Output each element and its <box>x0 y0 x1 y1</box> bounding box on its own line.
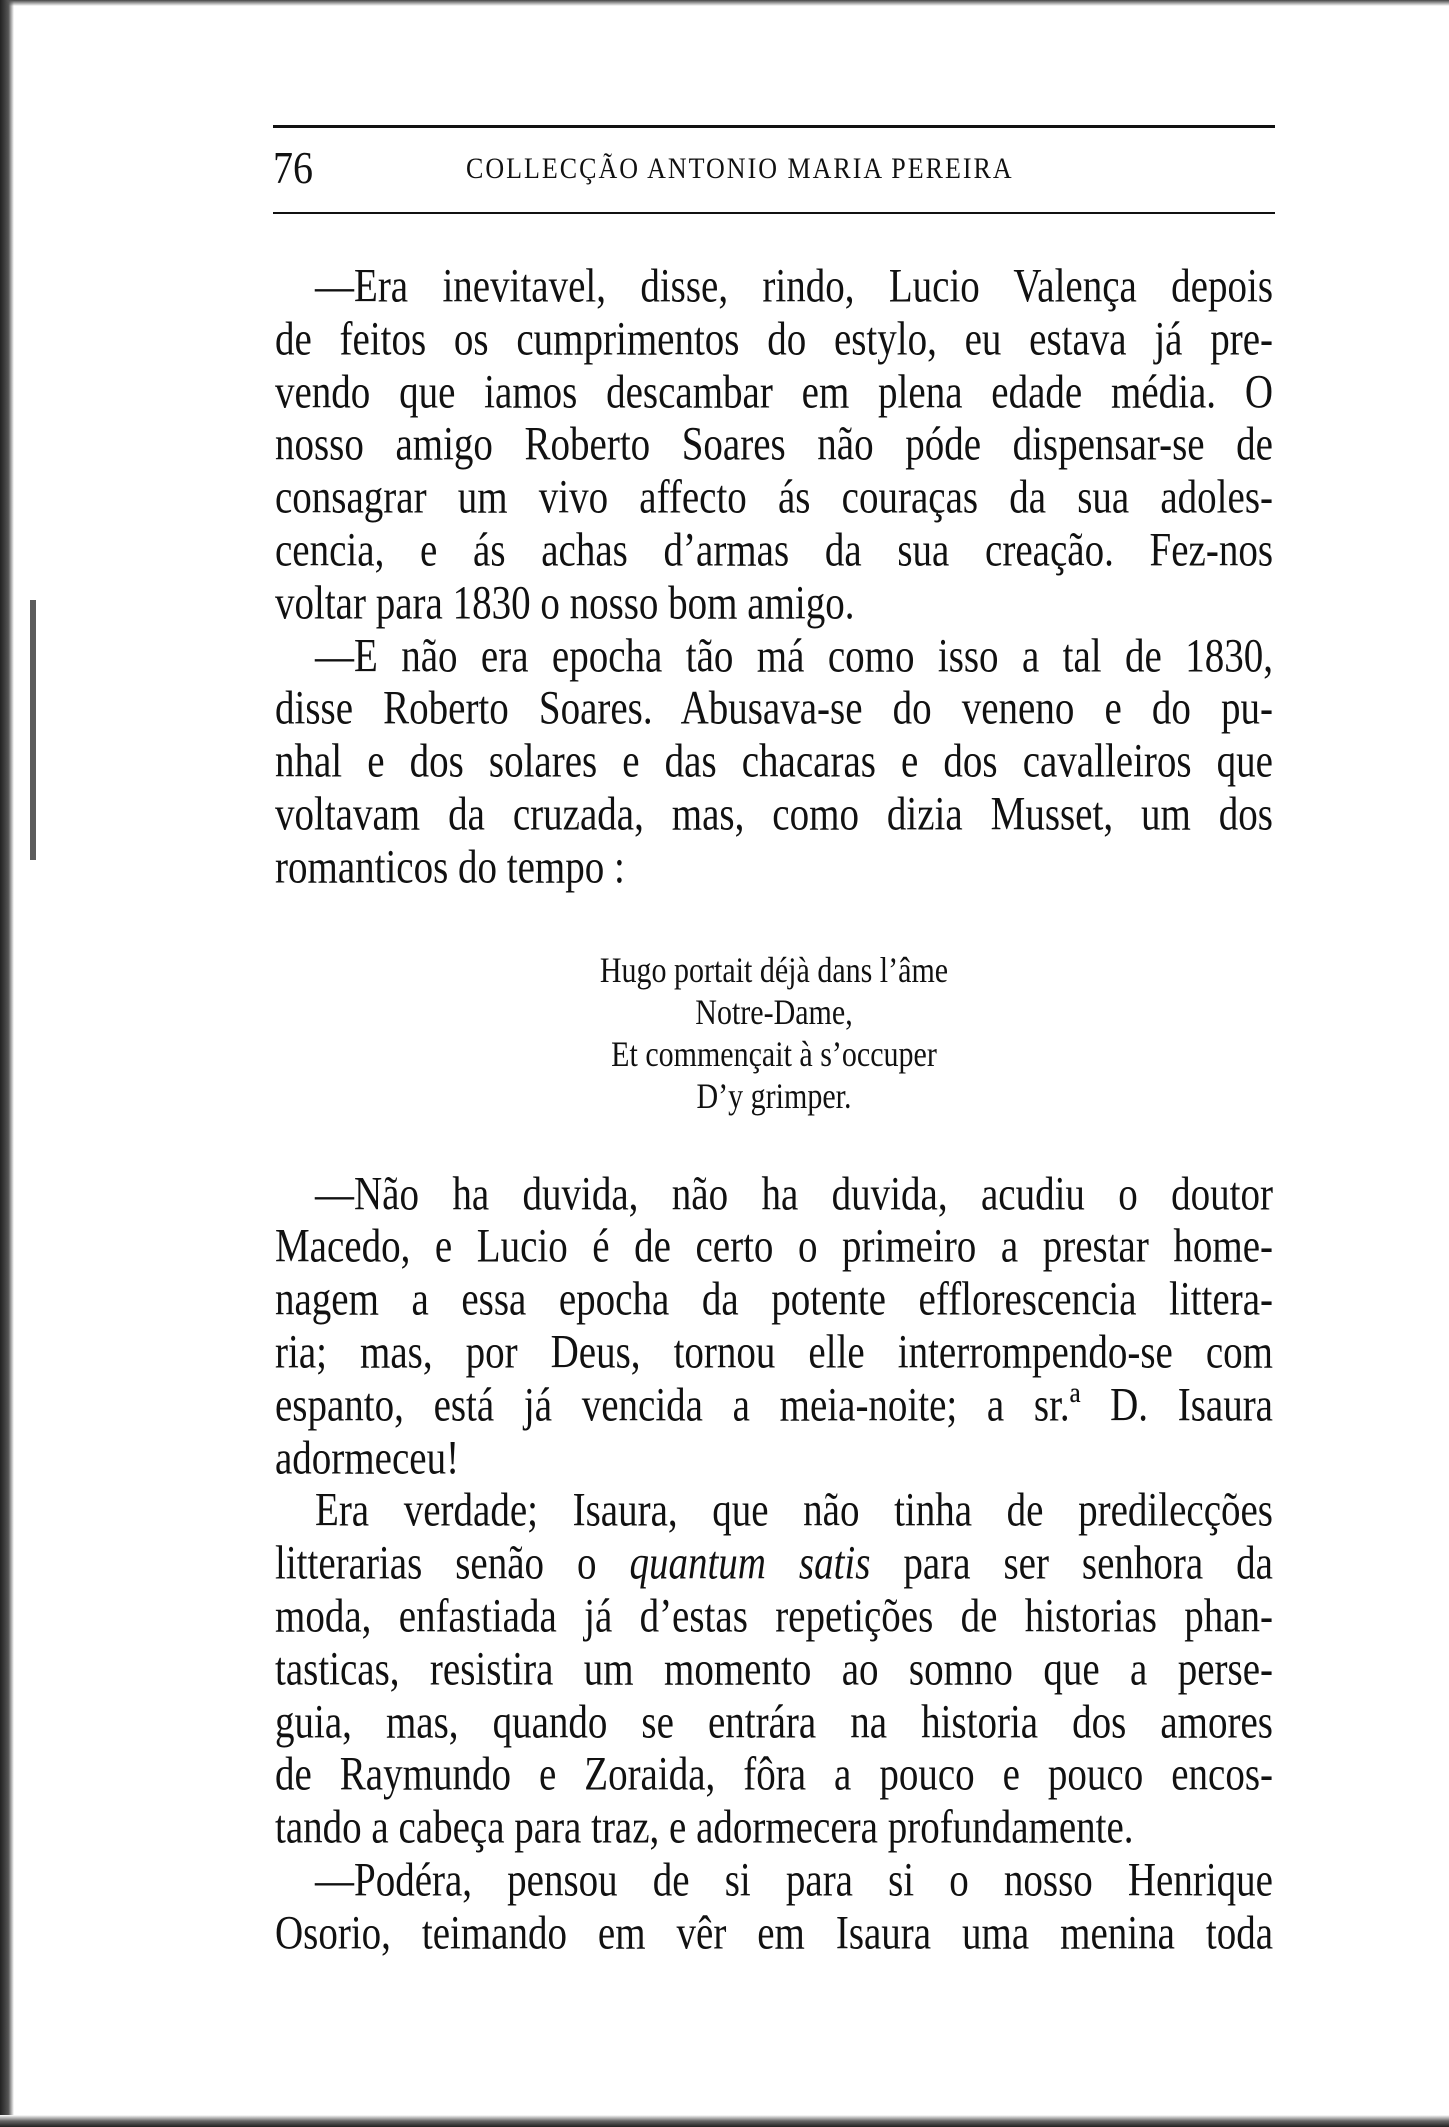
text-line-content: —Era inevitavel, disse, rindo, Lucio Valença depois <box>315 260 1273 313</box>
text-line <box>275 314 1273 367</box>
text-line-content: nagem a essa epocha da potente efflorescencia littera- <box>275 1273 1273 1326</box>
paragraph <box>275 1485 1273 1855</box>
text-line-content: de Raymundo e Zoraida, fôra a pouco e pouco encos- <box>275 1748 1273 1801</box>
text-line-content: tando a cabeça para traz, e adormecera profundamente. <box>275 1801 1134 1854</box>
text-line-content: disse Roberto Soares. Abusava-se do veneno e do pu- <box>275 682 1273 735</box>
text-line-content: nosso amigo Roberto Soares não póde dispensar-se de <box>275 418 1273 471</box>
paragraph <box>275 261 1273 631</box>
text-line <box>275 1380 1273 1433</box>
scan-mark-left <box>30 600 36 860</box>
text-line <box>275 1697 1273 1750</box>
verse-line-text: Et commençait à s’occuper <box>611 1034 937 1074</box>
scan-edge-bottom <box>0 2115 1449 2127</box>
verse-line <box>275 992 1273 1034</box>
italic-phrase: quantum satis <box>629 1537 871 1590</box>
text-segment: litterarias senão o <box>275 1537 630 1590</box>
text-line <box>275 367 1273 420</box>
text-line <box>275 736 1273 789</box>
text-line-content: vendo que iamos descambar em plena edade média. O <box>275 365 1273 419</box>
text-line-content: Macedo, e Lucio é de certo o primeiro a prestar home- <box>275 1220 1273 1273</box>
text-line <box>275 789 1273 842</box>
verse-quote <box>275 950 1273 1118</box>
text-line-content: nhal e dos solares e das chacaras e dos cavalleiros que <box>275 735 1273 788</box>
text-line-content: moda, enfastiada já d’estas repetições de historias phan- <box>275 1590 1273 1643</box>
text-line <box>275 1274 1273 1327</box>
text-line <box>275 1327 1273 1380</box>
scan-edge-left <box>0 0 14 2127</box>
text-line <box>275 631 1273 684</box>
text-line-content: de feitos os cumprimentos do estylo, eu estava já pre- <box>275 312 1273 366</box>
text-line-content: —Podéra, pensou de si para si o nosso Henrique <box>315 1853 1273 1907</box>
paragraph <box>275 1169 1273 1486</box>
verse-line <box>275 1034 1273 1076</box>
text-line <box>275 1485 1273 1538</box>
text-line-content: tasticas, resistira um momento ao somno que a perse- <box>275 1642 1273 1696</box>
text-line-content: ria; mas, por Deus, tornou elle interrompendo-se com <box>275 1326 1273 1379</box>
text-line-content: —Não ha duvida, não ha duvida, acudiu o doutor <box>315 1167 1273 1221</box>
header-rule-top <box>273 125 1275 128</box>
text-line <box>275 525 1273 578</box>
text-line-content: espanto, está já vencida a meia-noite; a sr.ª D. Isaura <box>275 1378 1273 1432</box>
text-line <box>275 1433 1273 1486</box>
header-rule-bottom <box>273 212 1275 214</box>
text-line <box>275 1802 1273 1855</box>
text-line <box>275 1591 1273 1644</box>
paragraph <box>275 631 1273 895</box>
text-line-content: consagrar um vivo affecto ás couraças da sua adoles- <box>275 471 1273 524</box>
text-line <box>275 1749 1273 1802</box>
page-body <box>275 261 1273 1961</box>
text-line <box>275 683 1273 736</box>
text-line-content: adormeceu! <box>275 1431 460 1485</box>
text-line-content: voltavam da cruzada, mas, como dizia Musset, um dos <box>275 788 1273 841</box>
text-line-content: Era verdade; Isaura, que não tinha de predilecções <box>315 1484 1273 1537</box>
text-line <box>275 261 1273 314</box>
text-line <box>275 1538 1273 1591</box>
text-line-content: guia, mas, quando se entrára na historia dos amores <box>275 1695 1273 1749</box>
text-line <box>275 1855 1273 1908</box>
paragraph <box>275 1855 1273 1961</box>
scan-edge-top <box>0 0 1449 6</box>
text-line-content: cencia, e ás achas d’armas da sua creação. Fez-nos <box>275 524 1273 577</box>
text-line <box>275 1644 1273 1697</box>
text-line <box>275 419 1273 472</box>
text-line-content: romanticos do tempo : <box>275 840 625 894</box>
page-number: 76 <box>273 141 313 194</box>
text-line <box>275 472 1273 525</box>
text-line <box>275 1221 1273 1274</box>
verse-line-text: D’y grimper. <box>696 1076 852 1116</box>
text-line-content: —E não era epocha tão má como isso a tal de 1830, <box>315 629 1273 683</box>
verse-line-text: Notre-Dame, <box>695 992 853 1032</box>
text-line-content: Osorio, teimando em vêr em Isaura uma menina toda <box>275 1906 1273 1960</box>
verse-line <box>275 1076 1273 1118</box>
text-line <box>275 1908 1273 1961</box>
running-title: COLLECÇÃO ANTONIO MARIA PEREIRA <box>466 151 1014 186</box>
text-line <box>275 578 1273 631</box>
text-line <box>275 842 1273 895</box>
text-segment: para ser senhora da <box>870 1537 1273 1590</box>
verse-line-text: Hugo portait déjà dans l’âme <box>599 950 949 990</box>
text-line <box>275 1169 1273 1222</box>
verse-line <box>275 950 1273 992</box>
text-line-content: voltar para 1830 o nosso bom amigo. <box>275 576 855 630</box>
running-header <box>273 140 1275 200</box>
